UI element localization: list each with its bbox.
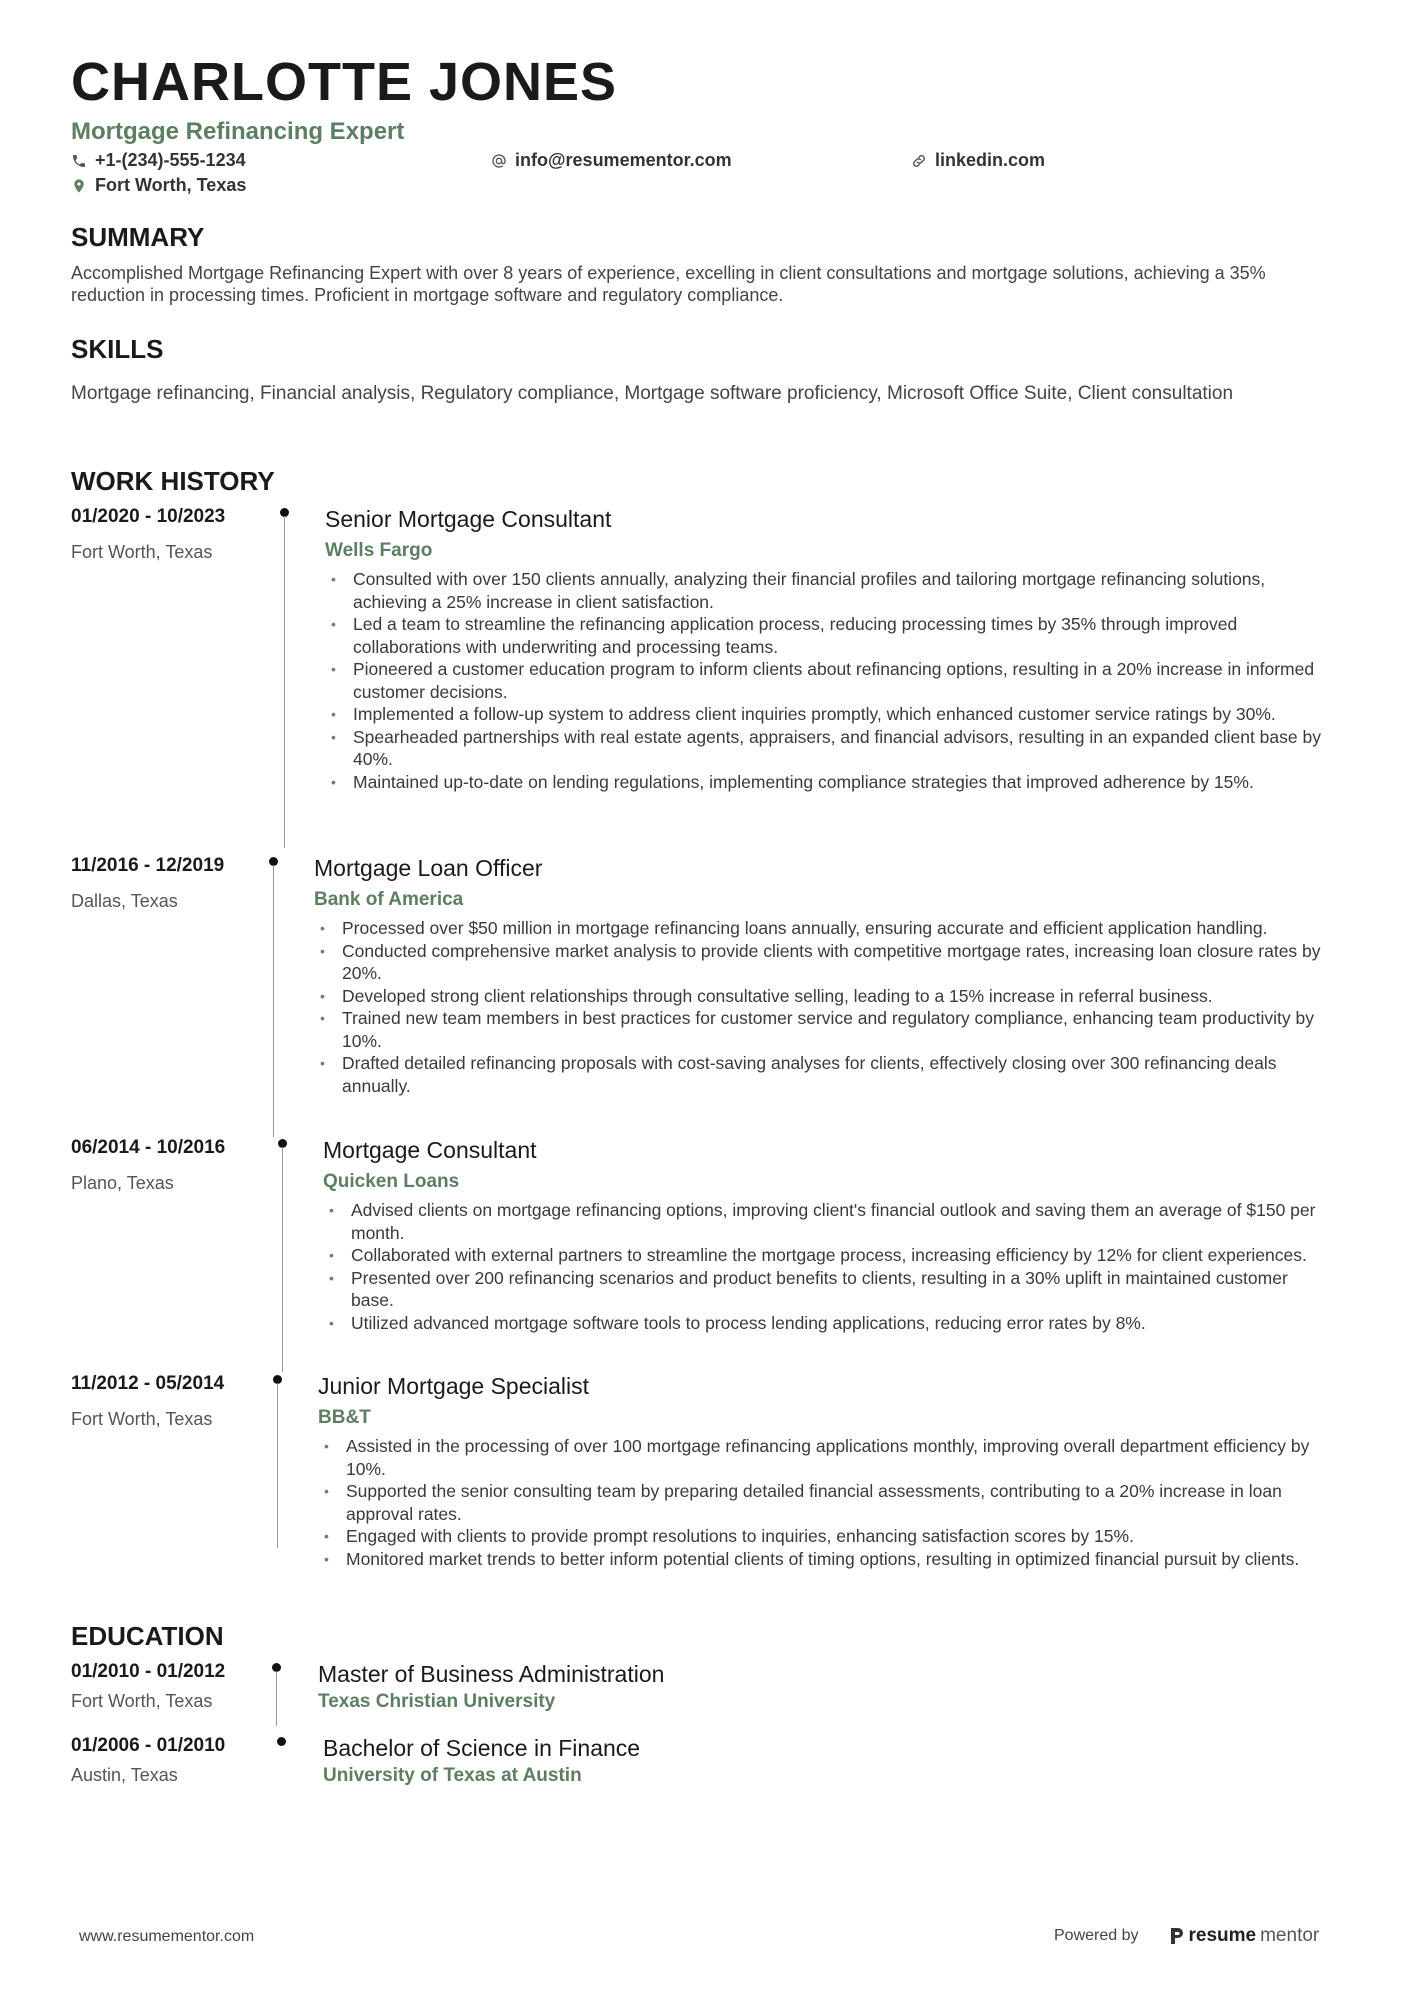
- bullet-item: • Supported the senior consulting team by preparing detailed financial assessments, contributing to a 20% increase in loan approval rates.: [318, 1480, 1330, 1525]
- education-dates: 01/2010 - 01/2012: [71, 1661, 226, 1682]
- brand-light-text: mentor: [1260, 1925, 1320, 1946]
- bullet-item: • Conducted comprehensive market analysis to provide clients with competitive mortgage rates, increasing loan closure rates by 20%.: [314, 940, 1324, 985]
- linkedin-text: linkedin.com: [935, 150, 1046, 170]
- job-dates: 11/2016 - 12/2019: [71, 855, 225, 876]
- bullet-item: • Led a team to streamline the refinancing application process, reducing processing times by 35% through improved collaborations with underwriting and processing teams.: [325, 613, 1325, 658]
- job-dates: 01/2020 - 10/2023: [71, 506, 226, 527]
- job-role: Senior Mortgage Consultant: [325, 506, 612, 532]
- skills-text: Mortgage refinancing, Financial analysis, Regulatory compliance, Mortgage software proficiency, Microsoft Office Suite, Client consultation: [71, 383, 1234, 404]
- bullet-item: • Engaged with clients to provide prompt resolutions to inquiries, enhancing satisfaction scores by 15%.: [318, 1525, 1330, 1548]
- job-role: Junior Mortgage Specialist: [318, 1373, 590, 1399]
- education-location: Fort Worth, Texas: [71, 1691, 213, 1711]
- bullet-item: • Pioneered a customer education program to inform clients about refinancing options, resulting in a 20% increase in informed customer decisions.: [325, 658, 1325, 703]
- job-dates: 11/2012 - 05/2014: [71, 1373, 225, 1394]
- work-history-heading: WORK HISTORY: [71, 466, 275, 496]
- brand-mark-icon: [1169, 1926, 1185, 1946]
- phone-text: +1-(234)-555-1234: [95, 150, 246, 170]
- bullet-item: • Advised clients on mortgage refinancing options, improving client's financial outlook and saving them an average of $150 per month.: [323, 1199, 1328, 1244]
- footer-brand-area: [1054, 1925, 1319, 1947]
- powered-by-label: Powered by: [1054, 1927, 1139, 1944]
- job-company: Quicken Loans: [323, 1171, 460, 1192]
- brand-logo[interactable]: [1169, 1925, 1320, 1947]
- contact-location: [71, 175, 246, 196]
- bullet-item: • Monitored market trends to better inform potential clients of timing options, resulting in optimized financial pursuit by clients.: [318, 1548, 1330, 1571]
- footer-website[interactable]: www.resumementor.com: [79, 1928, 255, 1945]
- bullet-item: • Processed over $50 million in mortgage refinancing loans annually, ensuring accurate and efficient application handling.: [314, 917, 1324, 940]
- bullet-item: • Consulted with over 150 clients annually, analyzing their financial profiles and tailoring mortgage refinancing solutions, achieving a 25% increase in client satisfaction.: [325, 568, 1325, 613]
- skills-heading: SKILLS: [71, 334, 164, 364]
- job-location: Plano, Texas: [71, 1173, 174, 1193]
- job-bullets: [323, 1199, 1328, 1334]
- timeline-line: [276, 1671, 277, 1726]
- bullet-item: • Presented over 200 refinancing scenarios and product benefits to clients, resulting in a 30% uplift in maintained customer base.: [323, 1267, 1328, 1312]
- job-location: Fort Worth, Texas: [71, 542, 213, 562]
- brand-bold-text: resume: [1188, 1925, 1257, 1946]
- contact-linkedin: [911, 150, 1045, 171]
- link-icon: [911, 153, 927, 169]
- bullet-item: • Trained new team members in best practices for customer service and regulatory compliance, enhancing team productivity by 10%.: [314, 1007, 1324, 1052]
- at-icon: [491, 153, 507, 169]
- contact-email: [491, 150, 732, 171]
- school-name: University of Texas at Austin: [323, 1765, 582, 1786]
- education-location: Austin, Texas: [71, 1765, 178, 1785]
- job-dates: 06/2014 - 10/2016: [71, 1137, 226, 1158]
- job-bullets: [325, 568, 1325, 793]
- job-bullets: [314, 917, 1324, 1097]
- bullet-item: • Drafted detailed refinancing proposals with cost-saving analyses for clients, effectively closing over 300 refinancing deals annually.: [314, 1052, 1324, 1097]
- bullet-item: • Collaborated with external partners to streamline the mortgage process, increasing efficiency by 12% for client experiences.: [323, 1244, 1328, 1267]
- job-company: Bank of America: [314, 889, 464, 910]
- bullet-item: • Utilized advanced mortgage software tools to process lending applications, reducing error rates by 8%.: [323, 1312, 1328, 1335]
- bullet-item: • Assisted in the processing of over 100 mortgage refinancing applications monthly, improving overall department efficiency by 10%.: [318, 1435, 1330, 1480]
- education-dates: 01/2006 - 01/2010: [71, 1735, 226, 1756]
- degree-title: Bachelor of Science in Finance: [323, 1735, 641, 1761]
- phone-icon: [71, 153, 87, 169]
- location-text: Fort Worth, Texas: [95, 175, 247, 195]
- bullet-item: • Maintained up-to-date on lending regulations, implementing compliance strategies that improved adherence by 15%.: [325, 771, 1325, 794]
- school-name: Texas Christian University: [318, 1691, 556, 1712]
- email-text: info@resumementor.com: [515, 150, 732, 170]
- job-company: BB&T: [318, 1407, 371, 1428]
- candidate-name: CHARLOTTE JONES: [71, 52, 618, 112]
- bullet-item: • Implemented a follow-up system to address client inquiries promptly, which enhanced customer service ratings by 30%.: [325, 703, 1325, 726]
- timeline-line: [284, 516, 285, 848]
- degree-title: Master of Business Administration: [318, 1661, 665, 1687]
- job-location: Fort Worth, Texas: [71, 1409, 213, 1429]
- job-bullets: [318, 1435, 1330, 1570]
- job-location: Dallas, Texas: [71, 891, 178, 911]
- timeline-line: [282, 1147, 283, 1372]
- summary-heading: SUMMARY: [71, 222, 205, 252]
- location-pin-icon: [71, 178, 87, 194]
- timeline-line: [273, 865, 274, 1137]
- job-role: Mortgage Loan Officer: [314, 855, 543, 881]
- summary-text: Accomplished Mortgage Refinancing Expert with over 8 years of experience, excelling in client consultations and mortgage solutions, achieving a 35% reduction in processing times. Proficient in mortgage software and regulatory compliance.: [71, 263, 1266, 305]
- timeline-line: [277, 1383, 278, 1548]
- candidate-title: Mortgage Refinancing Expert: [71, 118, 405, 145]
- timeline-dot: [277, 1737, 286, 1746]
- job-company: Wells Fargo: [325, 540, 433, 561]
- job-role: Mortgage Consultant: [323, 1137, 537, 1163]
- bullet-item: • Developed strong client relationships through consultative selling, leading to a 15% increase in referral business.: [314, 985, 1324, 1008]
- bullet-item: • Spearheaded partnerships with real estate agents, appraisers, and financial advisors, resulting in an expanded client base by 40%.: [325, 726, 1325, 771]
- education-heading: EDUCATION: [71, 1621, 224, 1651]
- contact-phone: [71, 150, 246, 171]
